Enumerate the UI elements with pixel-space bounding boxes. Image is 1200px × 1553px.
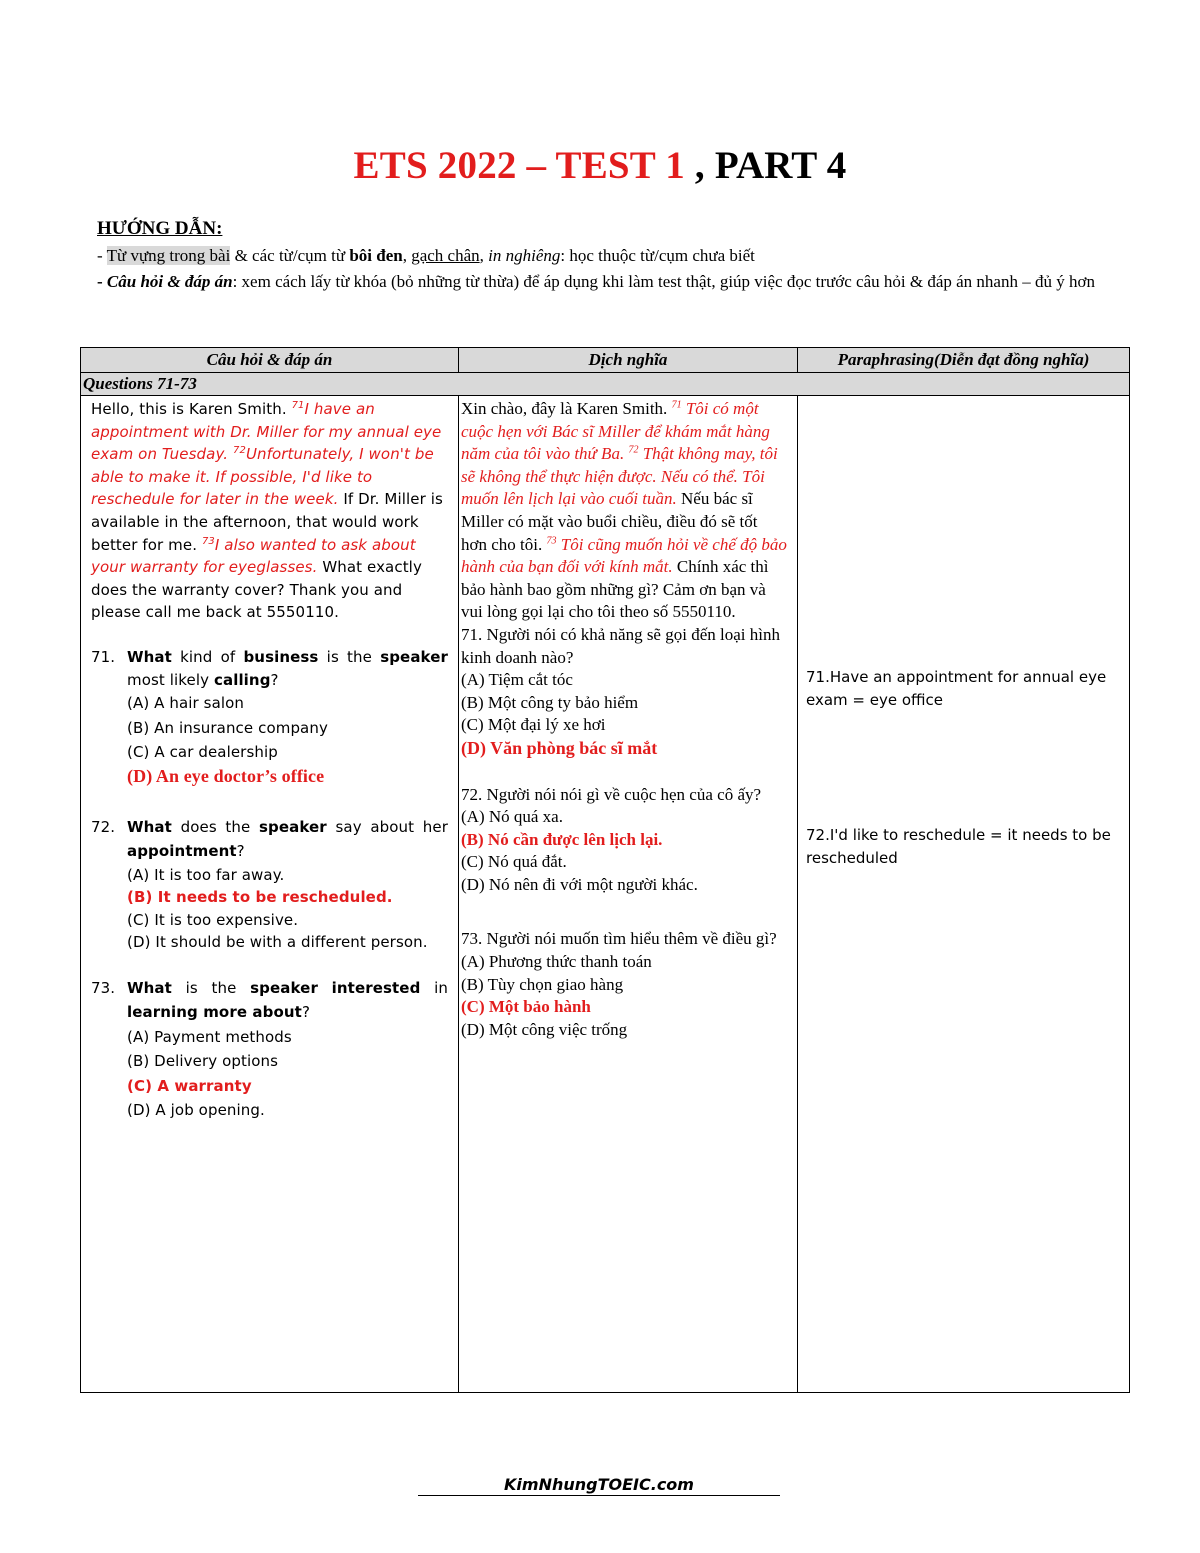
question-71: 71. What kind of business is the speaker most likely calling? (A) A hair salon (B) An insurance company (C) A car dealership (D) An eye doctor’s office: [91, 646, 448, 789]
script-english: Hello, this is Karen Smith. $^{71}$I have an appointment with Dr. Miller for my annual eye exam on Tuesday. $^{72}$Unfortunately, I won't be able to make it. If possible, I'd like to reschedule for later in the week. If Dr. Miller is available in the afternoon, that would work better for me. $^{73}$I also wanted to ask about your warranty for eyeglasses. What exactly does the warranty cover? Thank you and please call me back at 5550110.: [91, 400, 443, 622]
italic-sample: in nghiêng: [488, 246, 561, 265]
header-questions: Câu hỏi & đáp án: [81, 348, 459, 373]
option-71a: (A) A hair salon: [127, 694, 245, 713]
title-part: , PART 4: [684, 144, 847, 187]
instructions-line-1: - Từ vựng trong bài & các từ/cụm từ bôi đen, gạch chân, in nghiêng: học thuộc từ/cụm chưa biết: [97, 246, 755, 265]
option-72c: (C) It is too expensive.: [127, 910, 299, 929]
question-73: 73. What is the speaker interested in learning more about? (A) Payment methods (B) Delivery options (C) A warranty (D) A job opening.: [91, 976, 448, 1122]
section-label: Questions 71-73: [81, 373, 1130, 396]
section-row: [81, 373, 1130, 396]
option-71c: (C) A car dealership: [127, 742, 278, 761]
english-column: [81, 396, 459, 1393]
vi-question-72: 72. Người nói nói gì về cuộc hẹn của cô ấy? (A) Nó quá xa. (B) Nó cần được lên lịch lại. (C) Nó quá đắt. (D) Nó nên đi với một người khác.: [461, 784, 762, 894]
script-vietnamese: Xin chào, đây là Karen Smith. $^{71}$ Tôi có một cuộc hẹn với Bác sĩ Miller để khám mắt hàng năm của tôi vào thứ Ba. $^{72}$ Thật không may, tôi sẽ không thể thực hiện được. Nếu có thể. Tôi muốn lên lịch lại vào cuối tuần. Nếu bác sĩ Miller có mặt vào buổi chiều, điều đó sẽ tốt hơn cho tôi. $^{73}$ Tôi cũng muốn hỏi về chế độ bảo hành của bạn đối với kính mắt. Chính xác thì bảo hành bao gồm những gì? Cảm ơn bạn và vui lòng gọi lại cho tôi theo số 5550110.: [461, 399, 787, 622]
title-test: ETS 2022 – TEST 1: [353, 144, 685, 187]
answer-73c: (C) A warranty: [127, 1076, 252, 1095]
option-73d: (D) A job opening.: [127, 1100, 265, 1119]
footer-site: KimNhungTOEIC.com: [418, 1475, 780, 1496]
instructions-heading: HƯỚNG DẪN:: [97, 218, 223, 239]
question-72: 72. What does the speaker say about her appointment? (A) It is too far away. (B) It needs to be rescheduled. (C) It is too expensive. (D) It should be with a different person.: [91, 815, 448, 954]
instructions-line-2: - Câu hỏi & đáp án: xem cách lấy từ khóa (bỏ những từ thừa) để áp dụng khi làm test thật, giúp việc đọc trước câu hỏi & đáp án nhanh – đủ ý hơn: [97, 272, 1095, 291]
content-row: [81, 396, 1130, 1393]
qa-label: Câu hỏi & đáp án: [106, 272, 233, 291]
answer-72b: (B) It needs to be rescheduled.: [127, 888, 393, 907]
option-72a: (A) It is too far away.: [127, 865, 285, 884]
paraphrase-72: 72.I'd like to reschedule = it needs to be rescheduled: [806, 826, 1111, 867]
table-header-row: [81, 348, 1130, 373]
bold-sample: bôi đen: [349, 246, 403, 265]
vi-question-71: 71. Người nói có khả năng sẽ gọi đến loại hình kinh doanh nào? (A) Tiệm cắt tóc (B) Một công ty bảo hiểm (C) Một đại lý xe hơi (D) Văn phòng bác sĩ mắt: [461, 624, 780, 758]
option-73a: (A) Payment methods: [127, 1027, 292, 1046]
option-71b: (B) An insurance company: [127, 718, 328, 737]
header-translation: Dịch nghĩa: [459, 348, 798, 373]
option-73b: (B) Delivery options: [127, 1052, 279, 1071]
answer-71d: (D) An eye doctor’s office: [127, 766, 325, 787]
instructions: [97, 216, 1107, 295]
underline-sample: gạch chân: [411, 246, 480, 265]
vi-question-73: 73. Người nói muốn tìm hiểu thêm về điều gì? (A) Phương thức thanh toán (B) Tùy chọn giao hàng (C) Một bảo hành (D) Một công việc trống: [461, 929, 777, 1039]
questions-table: [80, 347, 1130, 1393]
paraphrasing-column: [798, 396, 1130, 1393]
paraphrase-71: 71.Have an appointment for annual eye exam = eye office: [806, 668, 1107, 709]
page-title: [0, 143, 1200, 188]
header-paraphrasing: Paraphrasing(Diễn đạt đồng nghĩa): [798, 348, 1130, 373]
vietnamese-column: [459, 396, 798, 1393]
option-72d: (D) It should be with a different person.: [127, 933, 428, 952]
vocab-highlight: Từ vựng trong bài: [106, 246, 231, 265]
